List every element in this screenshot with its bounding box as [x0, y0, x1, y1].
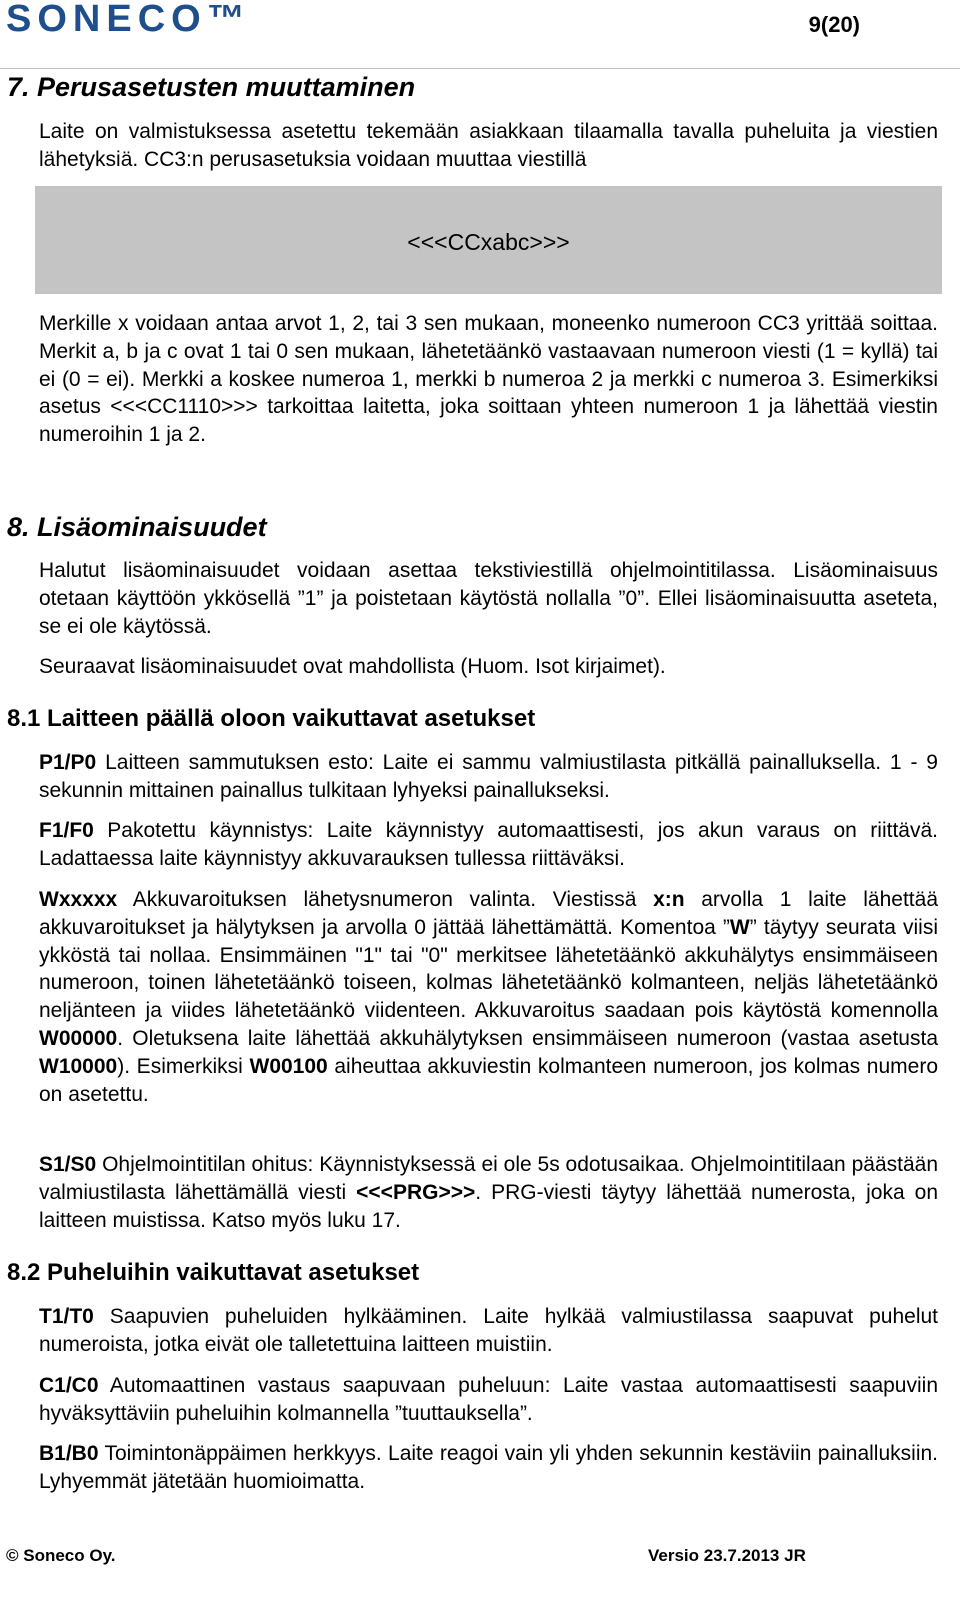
setting-code: W10000 [39, 1054, 118, 1078]
header-divider [0, 68, 960, 69]
footer-company: © Soneco Oy. [6, 1546, 116, 1565]
setting-code: F1/F0 [39, 819, 94, 842]
setting-p1 [39, 749, 938, 805]
section-7-intro: Laite on valmistuksessa asetettu tekemään asiakkaan tilaamalla tavalla puheluita ja viestien lähetyksiä. CC3:n perusasetuksia voidaan muuttaa viestillä [39, 120, 938, 171]
section-8-1-title: 8.1 Laitteen päällä oloon vaikuttavat asetukset [7, 705, 536, 732]
setting-text: ). Esimerkiksi [117, 1054, 250, 1078]
setting-code: Wxxxxx [39, 888, 118, 911]
setting-text: . PRG-viesti täytyy lähettää numerosta, joka on laitteen muistissa. Katso myös luku 17. [39, 1180, 939, 1232]
setting-w [39, 886, 938, 1108]
setting-text: Akkuvaroituksen lähetysnumeron valinta. Viestissä [117, 888, 654, 911]
section-8-title: 8. Lisäominaisuudet [7, 512, 267, 542]
setting-code: T1/T0 [39, 1305, 94, 1328]
setting-text: aiheuttaa akkuviestin kolmanteen numeroon, jos kolmas numero on asetettu. [39, 1054, 938, 1106]
setting-text: Saapuvien puheluiden hylkääminen. Laite hylkää valmiustilassa saapuvat puhelut numeroista, jotka eivät ole talletettuina laitteen muistiin. [39, 1305, 938, 1356]
section-8-2-title: 8.2 Puheluihin vaikuttavat asetukset [7, 1259, 420, 1286]
section-7-explanation: Merkille x voidaan antaa arvot 1, 2, tai 3 sen mukaan, moneenko numeroon CC3 yrittää soittaa. Merkit a, b ja c ovat 1 tai 0 sen mukaan, lähetetäänkö vastaavaan numeroon viesti (1 = kyllä) tai ei (0 = ei). Merkki a koskee numeroa 1, merkki b numeroa 2 ja merkki c numeroa 3. Esimerkiksi asetus <<<CC1110>>> tarkoittaa laitetta, joka soittaan yhteen numeroon 1 ja lähettää viestin numeroihin 1 ja 2. [39, 312, 938, 447]
setting-text: arvolla 1 laite lähettää akkuvaroitukset ja hälytyksen ja arvolla 0 jättää lähettämättä. Komentoa ” [39, 888, 939, 939]
setting-f1 [39, 817, 938, 873]
setting-t1 [39, 1303, 938, 1359]
setting-code: <<<PRG>>> [356, 1180, 476, 1204]
section-7-title: 7. Perusasetusten muuttaminen [7, 72, 416, 102]
code-box [35, 186, 942, 294]
soneco-logo: SONECO™ [6, 0, 251, 40]
setting-code: B1/B0 [39, 1442, 99, 1465]
setting-code: C1/C0 [39, 1374, 99, 1397]
setting-text: ” täytyy seurata viisi ykköstä tai nollaa. Ensimmäinen "1" tai "0" merkitsee lähetetäänkö akkuhälytys ensimmäiseen numeroon, toinen lähetetäänkö toiseen, kolmas lähetetäänkö kolmanteen, neljäs lähetetäänkö neljänteen ja viides lähetetäänkö viidenteen. Akkuvaroitus saadaan pois käytöstä komennolla [39, 915, 938, 1023]
section-8-intro-2: Seuraavat lisäominaisuudet ovat mahdollista (Huom. Isot kirjaimet). [39, 655, 666, 678]
setting-c1 [39, 1372, 938, 1428]
section-8-intro: Halutut lisäominaisuudet voidaan asettaa tekstiviestillä ohjelmointitilassa. Lisäominaisuus otetaan käyttöön ykkösellä ”1” ja poistetaan käytöstä nollalla ”0”. Ellei lisäominaisuutta aseteta, se ei ole käytössä. [39, 559, 938, 638]
setting-b1 [39, 1440, 938, 1496]
page-number: 9(20) [808, 12, 860, 37]
setting-code: S1/S0 [39, 1153, 97, 1176]
setting-s1 [39, 1151, 938, 1234]
setting-text: Laitteen sammutuksen esto: Laite ei sammu valmiustilasta pitkällä painalluksella. 1 - 9 sekunnin mittainen painallus tulkitaan lyhyeksi painallukseksi. [39, 751, 938, 802]
setting-code: x:n [653, 888, 685, 911]
setting-text: Ohjelmointitilan ohitus: Käynnistyksessä ei ole 5s odotusaikaa. Ohjelmointitilaan päästään valmiustilasta lähettämällä viesti [39, 1153, 938, 1204]
setting-code: W00000 [39, 1026, 118, 1050]
setting-code: W [729, 915, 750, 939]
setting-text: Pakotettu käynnistys: Laite käynnistyy automaattisesti, jos akun varaus on riittävä. Ladattaessa laite käynnistyy akkuvarauksen tullessa riittäväksi. [39, 819, 938, 870]
footer-version: Versio 23.7.2013 JR [648, 1546, 806, 1565]
setting-code: P1/P0 [39, 751, 97, 774]
setting-text: Toimintonäppäimen herkkyys. Laite reagoi vain yli yhden sekunnin kestäviin painalluksiin. Lyhyemmät jätetään huomioimatta. [39, 1442, 938, 1493]
code-example: <<<CCxabc>>> [407, 229, 570, 255]
setting-code: W00100 [249, 1054, 328, 1078]
setting-text: Automaattinen vastaus saapuvaan puheluun: Laite vastaa automaattisesti saapuviin hyväksyttäviin puheluihin kolmannella ”tuuttauksella”. [39, 1374, 938, 1425]
setting-text: . Oletuksena laite lähettää akkuhälytyksen ensimmäiseen numeroon (vastaa asetusta [117, 1026, 938, 1050]
